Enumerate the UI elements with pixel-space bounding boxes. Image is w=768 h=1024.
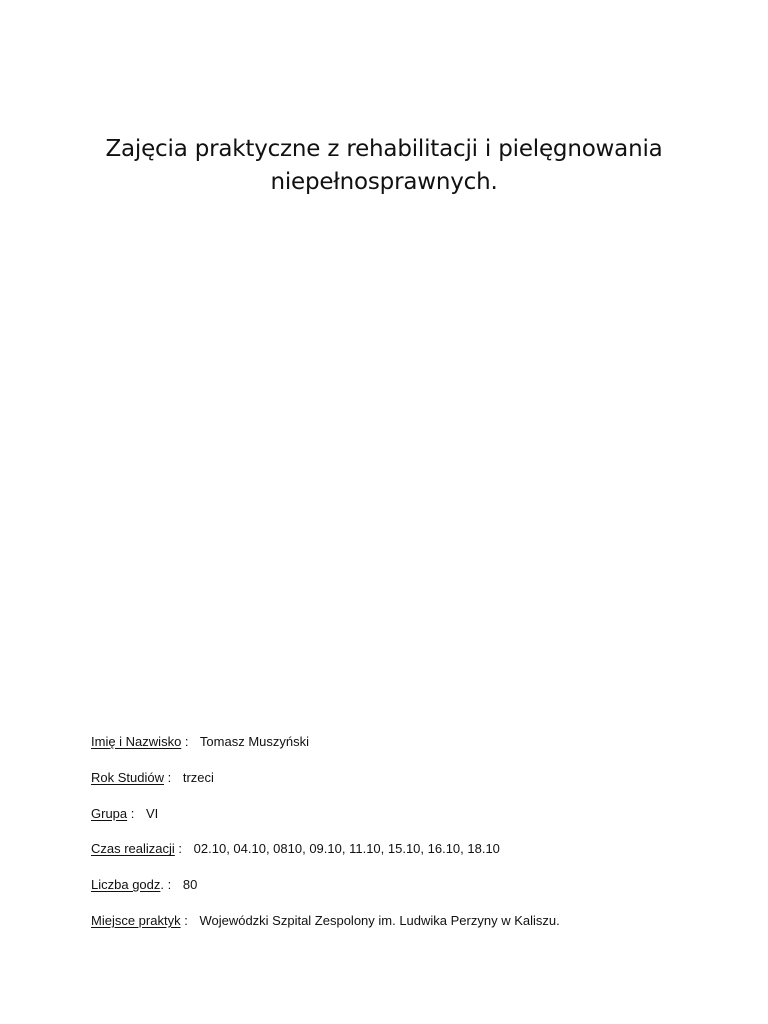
field-label: Liczba godz — [91, 877, 161, 893]
field-value: 02.10, 04.10, 0810, 09.10, 11.10, 15.10, 16.10, 18.10 — [193, 841, 500, 857]
field-location — [91, 912, 711, 948]
field-value: Wojewódzki Szpital Zespolony im. Ludwika Perzyny w Kaliszu. — [199, 912, 560, 928]
field-separator: . : — [160, 877, 172, 893]
document-title — [60, 133, 708, 199]
field-label: Rok Studiów — [91, 769, 164, 785]
field-separator: : — [127, 805, 135, 821]
field-year — [91, 769, 711, 805]
field-value: 80 — [182, 877, 198, 893]
title-line-1: Zajęcia praktyczne z rehabilitacji i pielęgnowania — [105, 136, 663, 163]
field-separator: : — [180, 912, 188, 928]
field-value: VI — [146, 805, 159, 821]
field-label: Czas realizacji — [91, 841, 175, 857]
field-value: trzeci — [182, 769, 214, 785]
field-label: Grupa — [91, 805, 128, 821]
field-separator: : — [163, 769, 172, 785]
field-separator: : — [174, 841, 183, 857]
field-label: Miejsce praktyk — [91, 912, 181, 928]
field-label: Imię i Nazwisko — [91, 734, 182, 749]
field-name — [91, 733, 711, 769]
field-separator: : — [181, 734, 189, 749]
student-info-section — [91, 733, 711, 948]
field-value: Tomasz Muszyński — [199, 734, 309, 749]
field-period — [91, 840, 711, 876]
field-hours — [91, 876, 711, 912]
title-line-2: niepełnosprawnych. — [270, 169, 498, 196]
field-group — [91, 805, 711, 841]
